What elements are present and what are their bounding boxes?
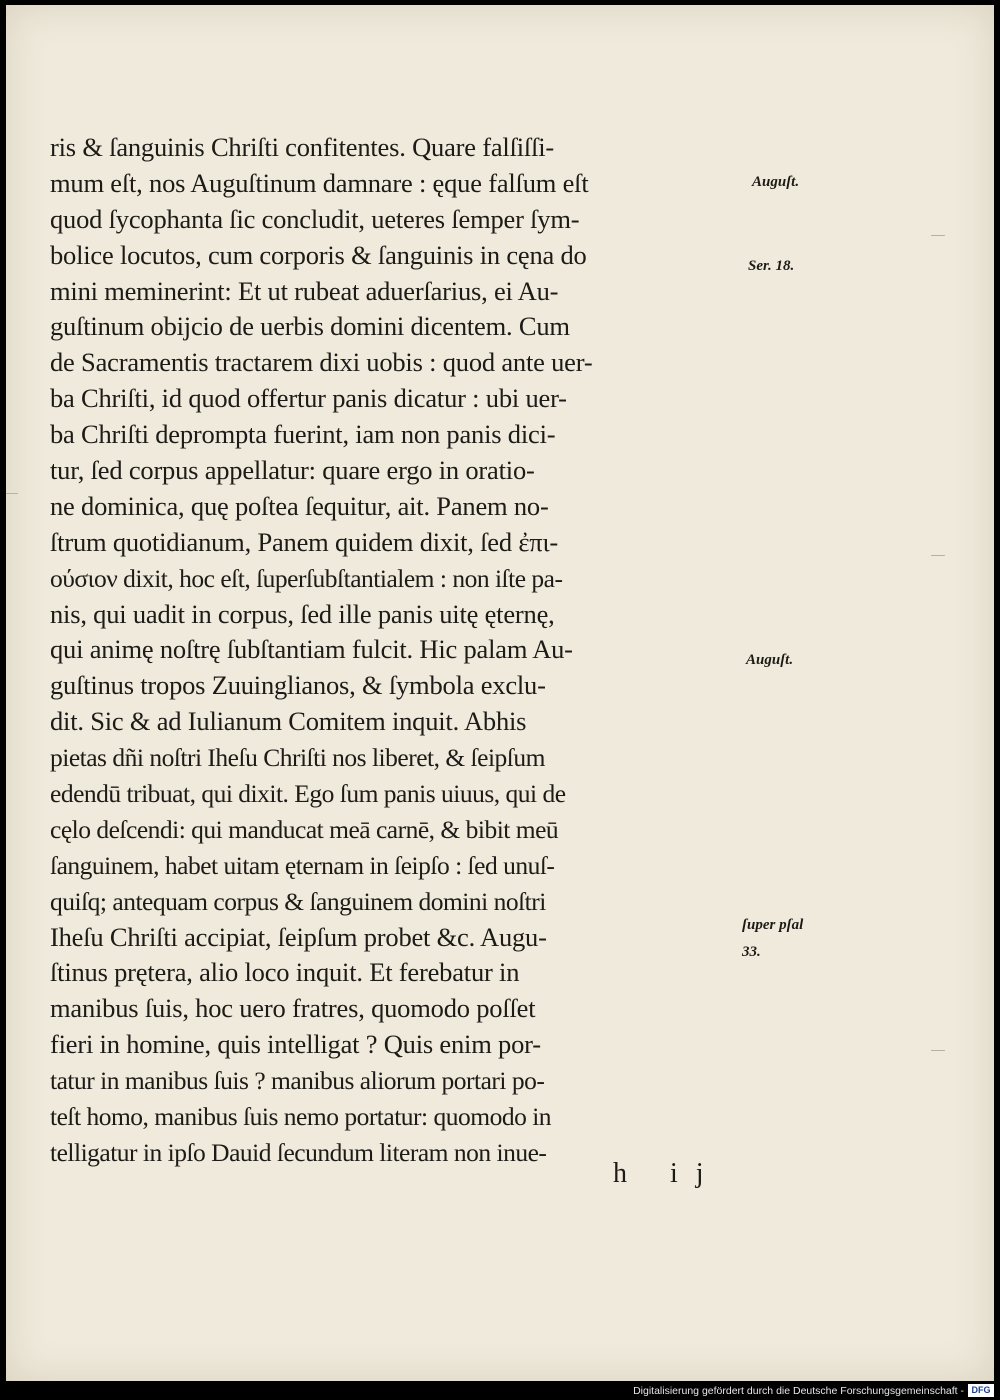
signature-mark: h ij	[613, 1158, 722, 1189]
footer-credit: Digitalisierung gefördert durch die Deutsche Forschungsgemeinschaft -	[633, 1385, 964, 1397]
text-line: mini meminerint: Et ut rubeat aduerſarius, ei Au-	[50, 275, 559, 306]
edge-mark	[931, 235, 945, 236]
body-text	[50, 130, 740, 1171]
text-line: ſtrum quotidianum, Panem quidem dixit, ſed ἐπι-	[50, 526, 559, 557]
text-line: ba Chriſti, id quod offertur panis dicatur : ubi uer-	[50, 383, 567, 414]
text-line: dit. Sic & ad Iulianum Comitem inquit. Abhis	[50, 706, 527, 737]
marginal-note: ſuper pſal	[742, 917, 804, 933]
text-line: ſtinus prętera, alio loco inquit. Et ferebatur in	[50, 957, 520, 988]
marginal-note: 33.	[742, 944, 761, 960]
marginal-note: Auguſt.	[752, 174, 800, 190]
text-line: qui animę noſtrę ſubſtantiam fulcit. Hic palam Au-	[50, 634, 573, 665]
text-line: guſtinus tropos Zuuinglianos, & ſymbola exclu-	[50, 670, 546, 701]
text-line: quiſq; antequam corpus & ſanguinem domini noſtri	[50, 886, 546, 916]
text-line: manibus ſuis, hoc uero fratres, quomodo poſſet	[50, 993, 536, 1024]
text-line: teſt homo, manibus ſuis nemo portatur: quomodo in	[50, 1102, 552, 1132]
edge-mark	[931, 1050, 945, 1051]
text-line: ris & ſanguinis Chriſti confitentes. Quare falſiſſi-	[50, 132, 555, 162]
text-line: fieri in homine, quis intelligat ? Quis enim por-	[50, 1029, 541, 1060]
marginal-note: Auguſt.	[746, 652, 794, 668]
text-line: ne dominica, quę poſtea ſequitur, ait. Panem no-	[50, 490, 549, 521]
text-line: ούσιον dixit, hoc eſt, ſuperſubſtantialem : non iſte pa-	[50, 563, 563, 593]
text-line: quod ſycophanta ſic concludit, ueteres ſemper ſym-	[50, 203, 580, 234]
text-line: edendū tribuat, qui dixit. Ego ſum panis uiuus, qui de	[50, 779, 566, 809]
text-line: Iheſu Chriſti accipiat, ſeipſum probet &c. Augu-	[50, 921, 547, 952]
dfg-logo: DFG	[968, 1384, 994, 1397]
text-line: mum eſt, nos Auguſtinum damnare : ęque falſum eſt	[50, 167, 589, 198]
edge-mark	[6, 493, 18, 494]
marginal-note: Ser. 18.	[748, 258, 795, 274]
text-line: cęlo deſcendi: qui manducat meā carnē, & bibit meū	[50, 814, 559, 844]
edge-mark	[931, 555, 945, 556]
text-line: bolice locutos, cum corporis & ſanguinis in cęna do	[50, 239, 587, 270]
text-line: ſanguinem, habet uitam ęternam in ſeipſo : ſed unuſ-	[50, 850, 555, 880]
text-line: tur, ſed corpus appellatur: quare ergo in oratio-	[50, 455, 535, 486]
text-line: tatur in manibus ſuis ? manibus aliorum portari po-	[50, 1066, 545, 1096]
text-line: pietas dñi noſtri Iheſu Chriſti nos liberet, & ſeipſum	[50, 743, 545, 773]
text-line: telligatur in ipſo Dauid ſecundum literam non inue-	[50, 1137, 547, 1167]
text-line: de Sacramentis tractarem dixi uobis : quod ante uer-	[50, 347, 593, 378]
text-line: nis, qui uadit in corpus, ſed ille panis uitę ęternę,	[50, 598, 555, 629]
text-line: ba Chriſti deprompta fuerint, iam non panis dici-	[50, 419, 556, 450]
text-line: guſtinum obijcio de uerbis domini dicentem. Cum	[50, 311, 570, 342]
